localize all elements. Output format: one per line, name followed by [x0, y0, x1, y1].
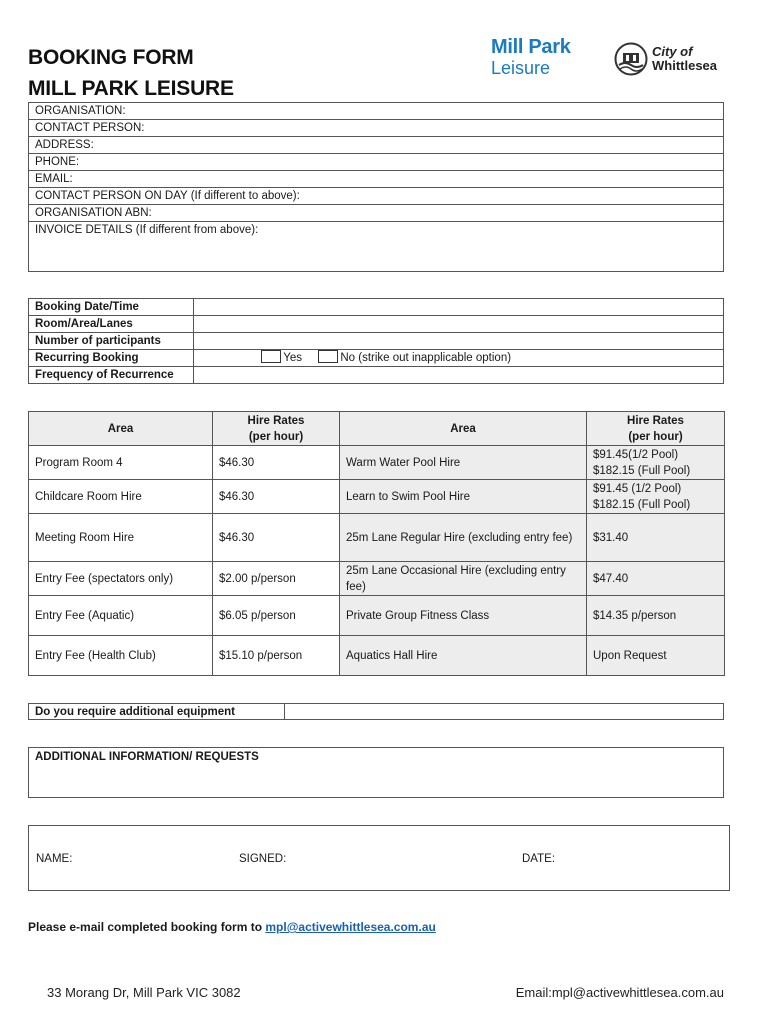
- area-cell: Meeting Room Hire: [29, 514, 213, 562]
- email-field[interactable]: EMAIL:: [29, 171, 723, 188]
- hire-rates-header-line2: (per hour): [248, 430, 304, 443]
- area-cell: Entry Fee (Health Club): [29, 636, 213, 676]
- table-row: [29, 446, 725, 480]
- rate-cell: $2.00 p/person: [213, 562, 340, 596]
- contact-on-day-field[interactable]: CONTACT PERSON ON DAY (If different to above):: [29, 188, 723, 205]
- area-cell: Warm Water Pool Hire: [340, 446, 587, 480]
- recurring-options: [194, 350, 724, 367]
- yes-checkbox[interactable]: [261, 350, 281, 363]
- equipment-label: Do you require additional equipment: [29, 704, 285, 719]
- rate-cell: $46.30: [213, 514, 340, 562]
- email-link[interactable]: mpl@activewhittlesea.com.au: [265, 920, 436, 934]
- contact-details-box: [28, 102, 724, 272]
- participants-label: Number of participants: [29, 333, 194, 350]
- area-cell: Childcare Room Hire: [29, 480, 213, 514]
- area-cell: Private Group Fitness Class: [340, 596, 587, 636]
- booking-date-input[interactable]: [194, 299, 724, 316]
- rate-line: $91.45 (1/2 Pool): [593, 482, 682, 495]
- area-cell: Entry Fee (Aquatic): [29, 596, 213, 636]
- rate-cell: $46.30: [213, 446, 340, 480]
- area-header: Area: [29, 412, 213, 446]
- rate-cell: $47.40: [587, 562, 725, 596]
- phone-field[interactable]: PHONE:: [29, 154, 723, 171]
- address-field[interactable]: ADDRESS:: [29, 137, 723, 154]
- hire-rates-header: [587, 412, 725, 446]
- signed-label: SIGNED:: [239, 853, 287, 865]
- hire-rates-header-line2: (per hour): [628, 430, 683, 443]
- equipment-input[interactable]: [285, 704, 723, 719]
- area-cell: Program Room 4: [29, 446, 213, 480]
- rate-cell: Upon Request: [587, 636, 725, 676]
- room-area-input[interactable]: [194, 316, 724, 333]
- table-row: [29, 596, 725, 636]
- footer-email: Email:mpl@activewhittlesea.com.au: [515, 985, 724, 1000]
- table-row: [29, 562, 725, 596]
- hire-rates-header: [213, 412, 340, 446]
- rate-cell: $15.10 p/person: [213, 636, 340, 676]
- email-instruction: [28, 920, 436, 934]
- booking-date-label: Booking Date/Time: [29, 299, 194, 316]
- rate-cell: $31.40: [587, 514, 725, 562]
- equipment-row: [28, 703, 724, 720]
- rate-cell: [587, 480, 725, 514]
- logo-mill-park-text: Mill Park: [491, 36, 571, 58]
- logo-whittlesea-text: Whittlesea: [652, 58, 718, 73]
- hire-rates-header-line1: Hire Rates: [247, 414, 305, 427]
- recurring-label: Recurring Booking: [29, 350, 194, 367]
- no-checkbox[interactable]: [318, 350, 338, 363]
- organisation-abn-field[interactable]: ORGANISATION ABN:: [29, 205, 723, 222]
- rate-line: $91.45(1/2 Pool): [593, 448, 679, 461]
- invoice-details-field[interactable]: INVOICE DETAILS (If different from above):: [35, 224, 259, 236]
- additional-info-box[interactable]: [28, 747, 724, 798]
- additional-info-label: ADDITIONAL INFORMATION/ REQUESTS: [35, 751, 259, 763]
- rate-cell: $46.30: [213, 480, 340, 514]
- hire-rates-header-line1: Hire Rates: [627, 414, 684, 427]
- table-row: [29, 636, 725, 676]
- organisation-field[interactable]: ORGANISATION:: [29, 103, 723, 120]
- area-header: Area: [340, 412, 587, 446]
- table-row: [29, 514, 725, 562]
- no-label: No (strike out inapplicable option): [340, 352, 512, 364]
- contact-person-field[interactable]: CONTACT PERSON:: [29, 120, 723, 137]
- footer-address: 33 Morang Dr, Mill Park VIC 3082: [47, 985, 241, 1000]
- form-subtitle: MILL PARK LEISURE: [28, 77, 234, 100]
- yes-label: Yes: [283, 352, 302, 364]
- table-row: [29, 480, 725, 514]
- frequency-input[interactable]: [194, 367, 724, 384]
- rate-cell: [587, 446, 725, 480]
- booking-details-table: [28, 298, 724, 384]
- rate-line: $182.15 (Full Pool): [593, 464, 691, 477]
- room-area-label: Room/Area/Lanes: [29, 316, 194, 333]
- signature-box: [28, 825, 730, 891]
- date-label: DATE:: [522, 853, 556, 865]
- name-label: NAME:: [36, 853, 73, 865]
- form-title: BOOKING FORM: [28, 46, 194, 69]
- hire-rates-table: [28, 411, 725, 676]
- participants-input[interactable]: [194, 333, 724, 350]
- city-emblem-icon: [614, 42, 648, 76]
- mill-park-leisure-logo: [491, 36, 571, 78]
- rate-cell: $6.05 p/person: [213, 596, 340, 636]
- rate-cell: $14.35 p/person: [587, 596, 725, 636]
- rate-line: $182.15 (Full Pool): [593, 498, 691, 511]
- email-prompt: Please e-mail completed booking form to: [28, 920, 263, 934]
- logo-city-of-text: City of: [652, 44, 693, 59]
- logo-leisure-text: Leisure: [491, 58, 551, 78]
- area-cell: Entry Fee (spectators only): [29, 562, 213, 596]
- area-cell: 25m Lane Occasional Hire (excluding entry fee): [340, 562, 587, 596]
- area-cell: Learn to Swim Pool Hire: [340, 480, 587, 514]
- frequency-label: Frequency of Recurrence: [29, 367, 194, 384]
- city-of-whittlesea-logo: [614, 42, 717, 76]
- area-cell: Aquatics Hall Hire: [340, 636, 587, 676]
- area-cell: 25m Lane Regular Hire (excluding entry fee): [340, 514, 587, 562]
